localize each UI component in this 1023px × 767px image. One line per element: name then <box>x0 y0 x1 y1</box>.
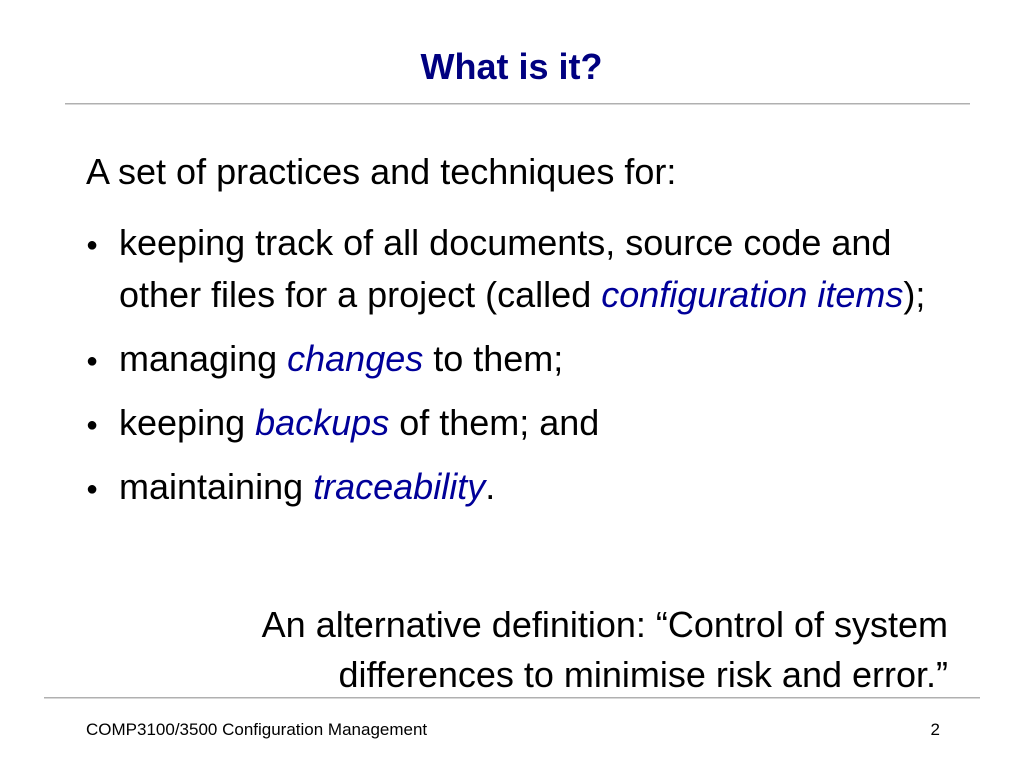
bullet-text: keeping <box>119 402 256 443</box>
alternative-definition-line-1: An alternative definition: “Control of system <box>261 604 948 645</box>
bullet-icon: ● <box>86 414 99 436</box>
bullet-text: managing <box>119 338 288 379</box>
bullet-item-changes <box>86 333 966 385</box>
bullet-list <box>86 217 966 525</box>
bullet-text-tail: . <box>485 466 496 507</box>
footer-divider <box>44 697 980 699</box>
bullet-text: keeping track of all documents, source code and other files for a project (called <box>119 222 892 315</box>
bullet-text-tail: ); <box>903 274 926 315</box>
bullet-item-traceability <box>86 461 966 513</box>
page-number: 2 <box>930 720 940 739</box>
alternative-definition-line-2: differences to minimise risk and error.” <box>338 654 948 695</box>
bullet-item-configuration-items <box>86 217 966 321</box>
emphasis-term: configuration items <box>601 274 904 315</box>
bullet-text-tail: to them; <box>423 338 564 379</box>
bullet-icon: ● <box>86 350 99 372</box>
emphasis-term: backups <box>255 402 390 443</box>
bullet-icon: ● <box>86 478 99 500</box>
footer-course-title: COMP3100/3500 Configuration Management <box>86 720 428 739</box>
emphasis-term: traceability <box>313 466 486 507</box>
bullet-icon: ● <box>86 234 99 256</box>
intro-text: A set of practices and techniques for: <box>86 151 677 192</box>
alternative-definition <box>100 600 948 700</box>
bullet-item-backups <box>86 397 966 449</box>
bullet-text: maintaining <box>119 466 314 507</box>
bullet-text-tail: of them; and <box>389 402 600 443</box>
title-divider <box>65 103 970 105</box>
slide-title: What is it? <box>420 46 603 87</box>
emphasis-term: changes <box>287 338 424 379</box>
